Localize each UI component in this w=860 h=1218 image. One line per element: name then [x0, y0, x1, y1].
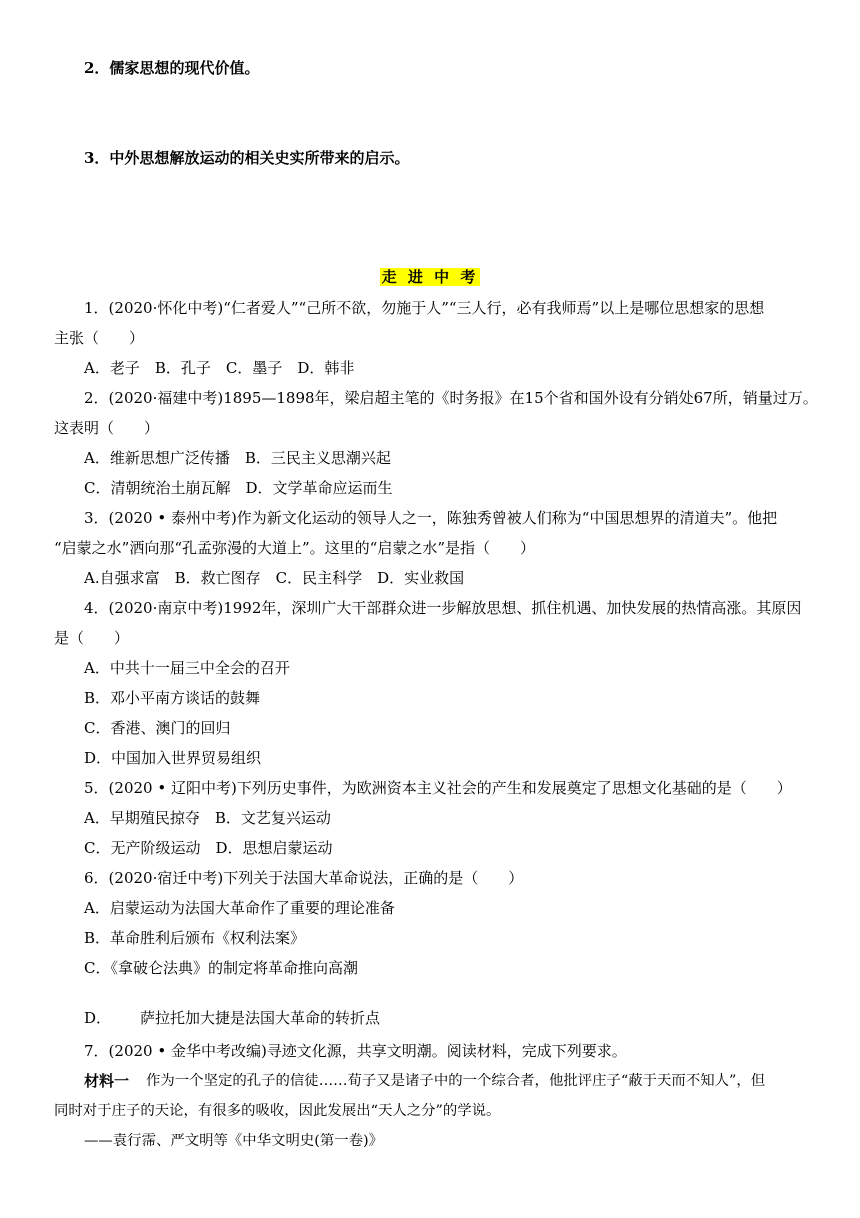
q7-material-label: 材料一 [84, 1072, 130, 1090]
q4-option-a: A．中共十一届三中全会的召开 [84, 659, 290, 677]
q3-stem-cont: “启蒙之水”洒向那“孔孟弥漫的大道上”。这里的“启蒙之水”是指（ ） [54, 539, 536, 557]
q2-stem: 2．(2020·福建中考)1895—1898年，梁启超主笔的《时务报》在15个省和国外设有分销处67所，销量过万。 [84, 389, 818, 407]
q4-option-c: C．香港、澳门的回归 [84, 719, 231, 737]
q7-source: ——袁行霈、严文明等《中华文明史(第一卷)》 [84, 1133, 384, 1149]
q3-options: A.自强求富 B．救亡图存 C．民主科学 D．实业救国 [84, 569, 465, 587]
q2-options-ab: A．维新思想广泛传播 B．三民主义思潮兴起 [84, 449, 391, 467]
q1-stem-cont: 主张（ ） [54, 329, 145, 347]
q1-stem: 1．(2020·怀化中考)“仁者爱人”“己所不欲，勿施于人”“三人行，必有我师焉”以上是哪位思想家的思想 [84, 299, 765, 317]
q7-material-line1: 作为一个坚定的孔子的信徒……荀子又是诸子中的一个综合者，他批评庄子“蔽于天而不知人”，但 [146, 1073, 766, 1089]
q6-option-c: C．《拿破仑法典》的制定将革命推向高潮 [84, 959, 358, 977]
q7-material-line2: 同时对于庄子的天论，有很多的吸收，因此发展出“天人之分”的学说。 [54, 1103, 501, 1119]
review-item-3: 3．中外思想解放运动的相关史实所带来的启示。 [84, 149, 410, 167]
q2-stem-cont: 这表明（ ） [54, 419, 160, 437]
q6-option-a: A．启蒙运动为法国大革命作了重要的理论准备 [84, 899, 395, 917]
q1-options: A．老子 B．孔子 C．墨子 D．韩非 [84, 359, 355, 377]
q6-option-d-text: 萨拉托加大捷是法国大革命的转折点 [140, 1009, 381, 1027]
q7-stem: 7．(2020 • 金华中考改编)寻迹文化源，共享文明潮。阅读材料，完成下列要求。 [84, 1042, 627, 1060]
q6-option-b: B．革命胜利后颁布《权利法案》 [84, 929, 306, 947]
q2-options-cd: C．清朝统治土崩瓦解 D．文学革命应运而生 [84, 479, 393, 497]
q5-options-ab: A．早期殖民掠夺 B．文艺复兴运动 [84, 809, 331, 827]
section-title: 走 进 中 考 [381, 268, 479, 286]
q6-stem: 6．(2020·宿迁中考)下列关于法国大革命说法，正确的是（ ） [84, 869, 524, 887]
q4-stem-cont: 是（ ） [54, 629, 130, 647]
q4-stem: 4．(2020·南京中考)1992年，深圳广大干部群众进一步解放思想、抓住机遇、加快发展的热情高涨。其原因 [84, 599, 802, 617]
q6-option-d-label: D． [84, 1009, 112, 1027]
q3-stem: 3．(2020 • 泰州中考)作为新文化运动的领导人之一，陈独秀曾被人们称为“中国思想界的清道夫”。他把 [84, 509, 778, 527]
q4-option-d: D．中国加入世界贸易组织 [84, 749, 262, 767]
q4-option-b: B．邓小平南方谈话的鼓舞 [84, 689, 261, 707]
q5-stem: 5．(2020 • 辽阳中考)下列历史事件，为欧洲资本主义社会的产生和发展奠定了思想文化基础的是（ ） [84, 779, 792, 797]
review-item-2: 2．儒家思想的现代价值。 [84, 59, 260, 77]
q5-options-cd: C．无产阶级运动 D．思想启蒙运动 [84, 839, 333, 857]
